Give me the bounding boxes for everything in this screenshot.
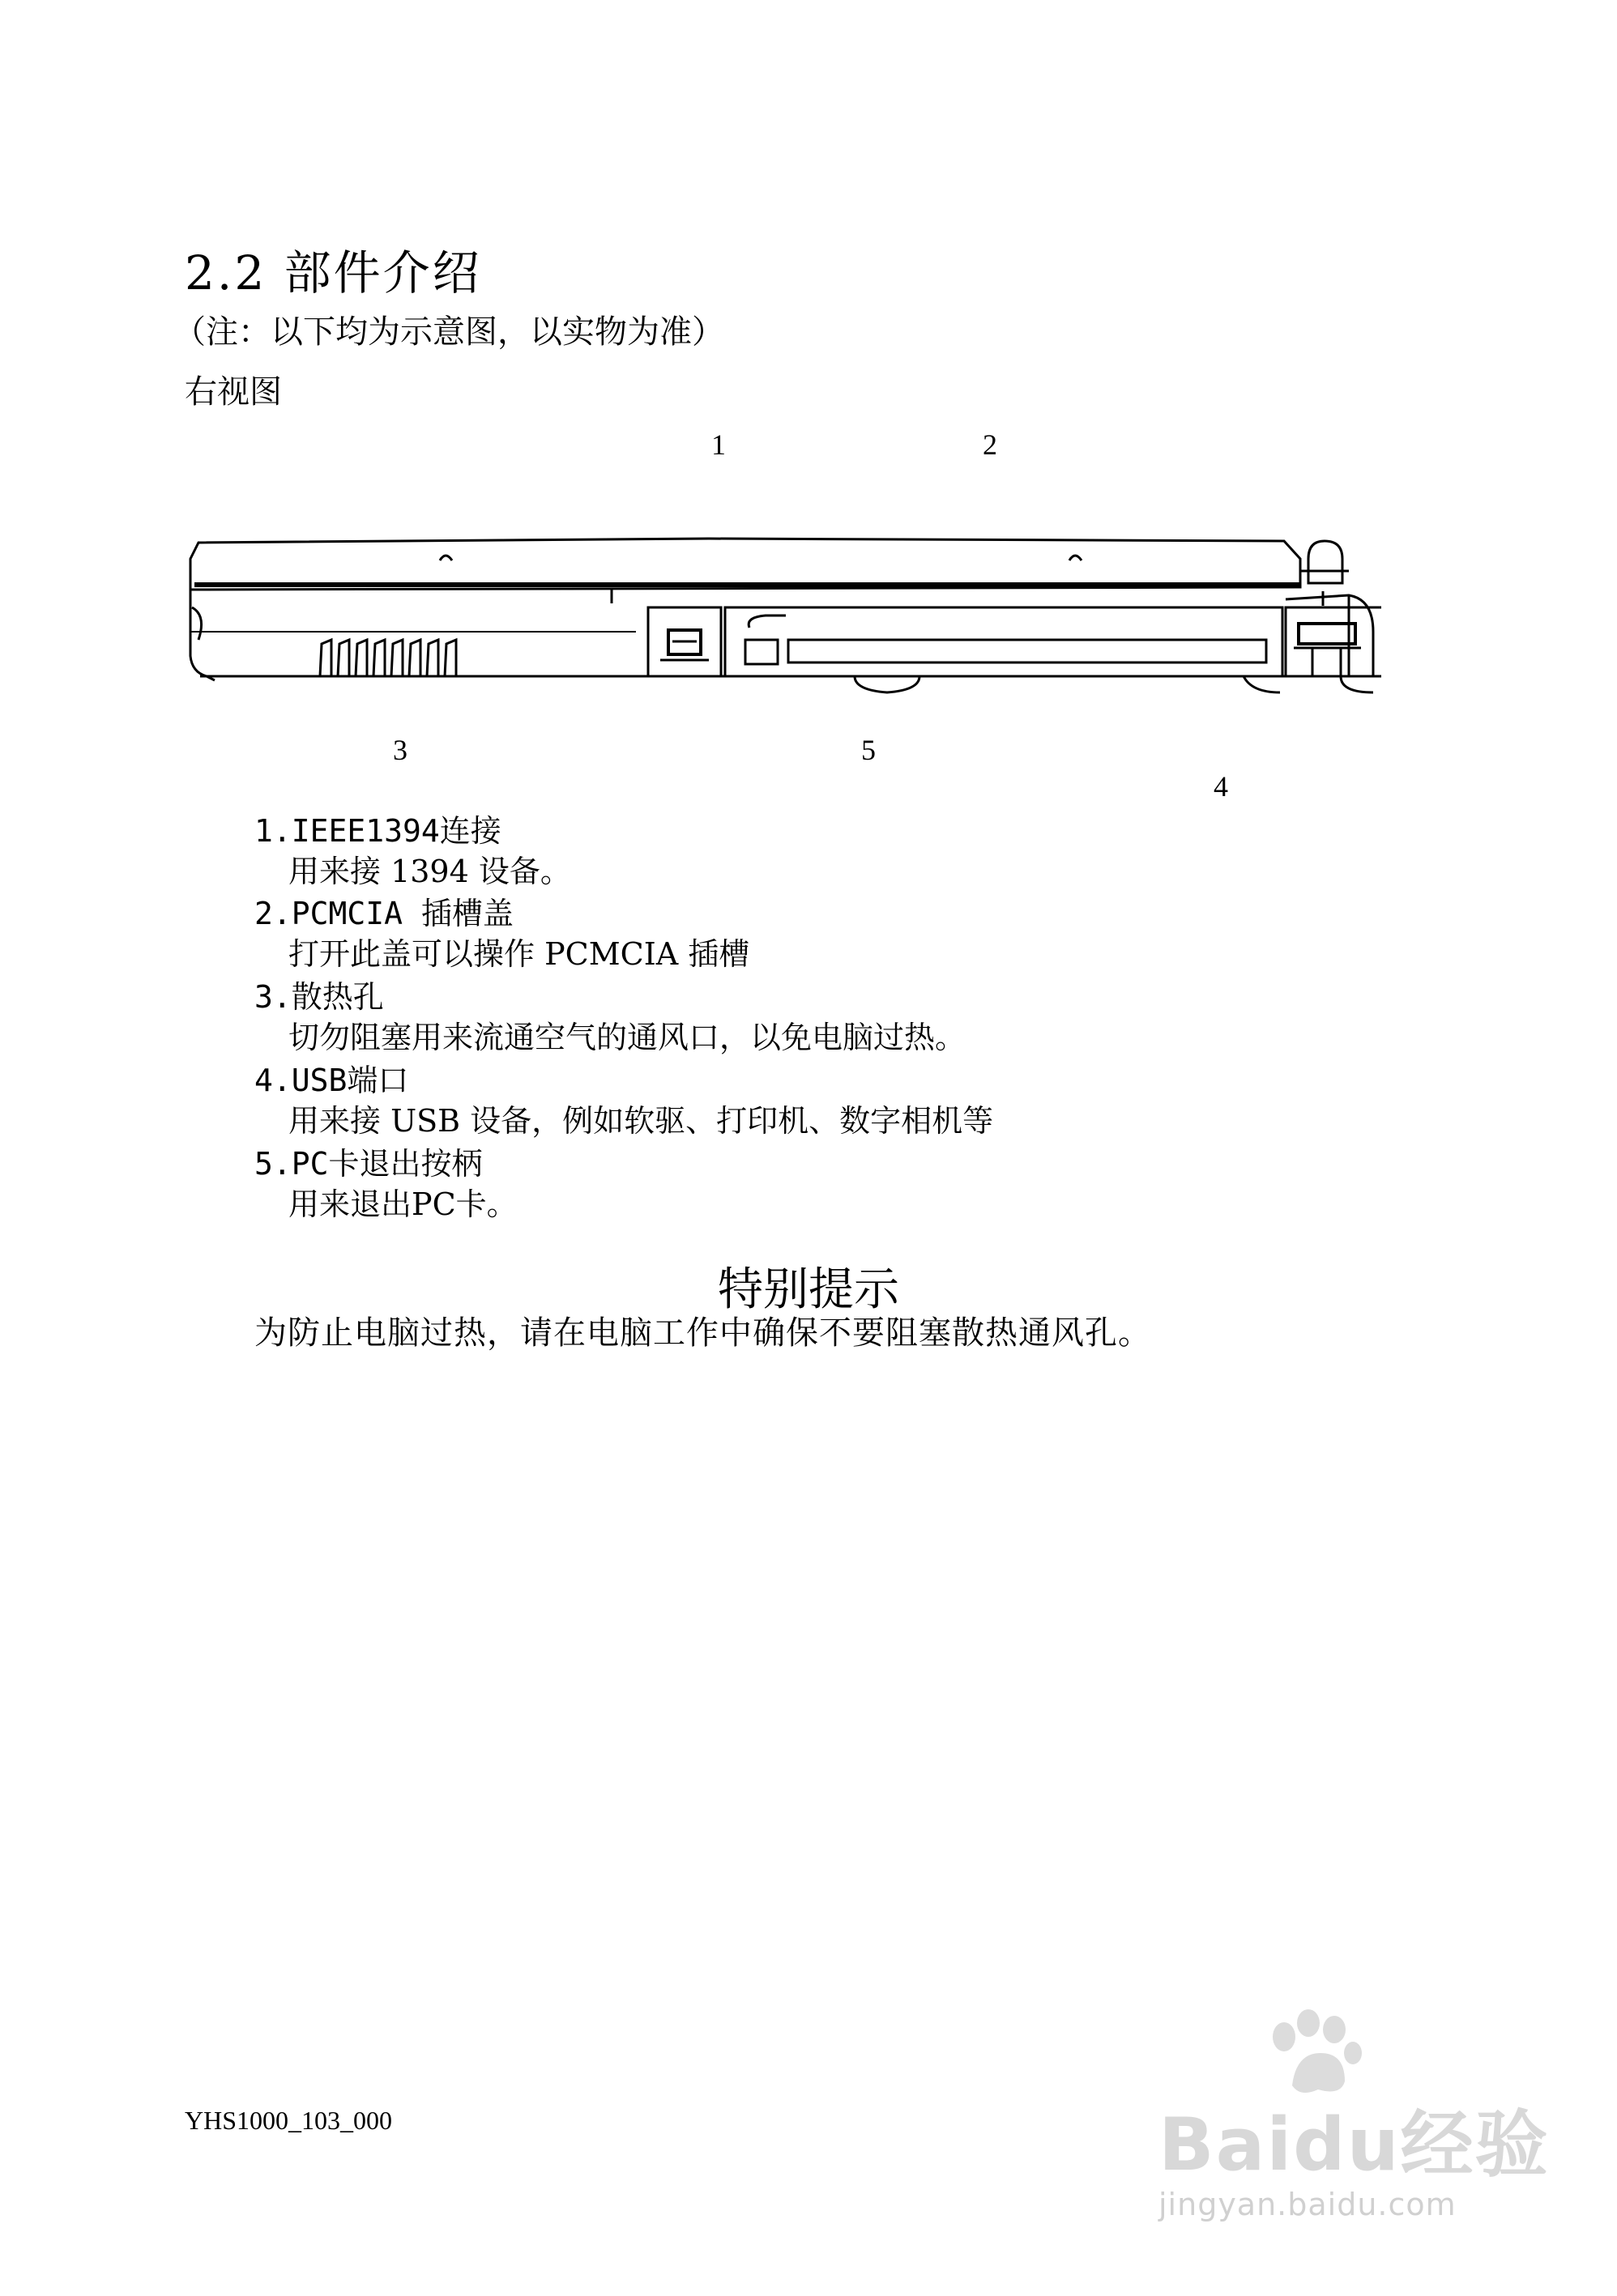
pc-card-eject-button <box>855 676 919 692</box>
callout-2: 2 <box>983 428 997 461</box>
ieee1394-port <box>648 607 721 676</box>
lid-hinge-left <box>440 556 452 560</box>
pcmcia-slot <box>725 607 1282 676</box>
component-desc-5: 用来退出PC卡。 <box>288 1186 518 1222</box>
callout-3: 3 <box>393 734 407 766</box>
view-title: 右视图 <box>185 373 282 411</box>
rubber-feet <box>1244 676 1373 692</box>
usb-ports <box>1286 591 1381 676</box>
component-title-3: 3.散热孔 <box>254 979 384 1015</box>
laptop-right-view-diagram <box>182 526 1381 729</box>
component-desc-2: 打开此盖可以操作 PCMCIA 插槽 <box>288 936 750 972</box>
component-title-2: 2.PCMCIA 插槽盖 <box>254 896 514 931</box>
lid-outline <box>190 539 1300 590</box>
callout-4: 4 <box>1214 770 1228 803</box>
tip-body: 为防止电脑过热，请在电脑工作中确保不要阻塞散热通风孔。 <box>254 1314 1151 1352</box>
callout-1: 1 <box>711 428 726 461</box>
tip-title: 特别提示 <box>718 1263 899 1316</box>
rear-knob <box>1308 541 1342 583</box>
component-desc-4: 用来接 USB 设备，例如软驱、打印机、数字相机等 <box>288 1103 994 1139</box>
callout-5: 5 <box>861 734 876 766</box>
base-front-detail <box>192 607 202 640</box>
note-text: （注：以下均为示意图，以实物为准） <box>173 313 724 351</box>
base-front-curve <box>190 590 215 680</box>
component-desc-3: 切勿阻塞用来流通空气的通风口，以免电脑过热。 <box>288 1020 966 1055</box>
vent-slots <box>320 640 456 676</box>
component-title-1: 1.IEEE1394连接 <box>254 813 501 849</box>
watermark-brand: Baidu经验 <box>1158 2102 1550 2187</box>
component-desc-1: 用来接 1394 设备。 <box>288 854 571 889</box>
component-title-4: 4.USB端口 <box>254 1063 409 1098</box>
watermark-url: jingyan.baidu.com <box>1158 2187 1457 2222</box>
paw-icon <box>1260 2008 1365 2098</box>
section-heading: 2.2 部件介绍 <box>185 245 482 300</box>
lid-hinge-right <box>1069 556 1082 560</box>
component-title-5: 5.PC卡退出按柄 <box>254 1146 483 1182</box>
document-id: YHS1000_103_000 <box>185 2106 393 2135</box>
